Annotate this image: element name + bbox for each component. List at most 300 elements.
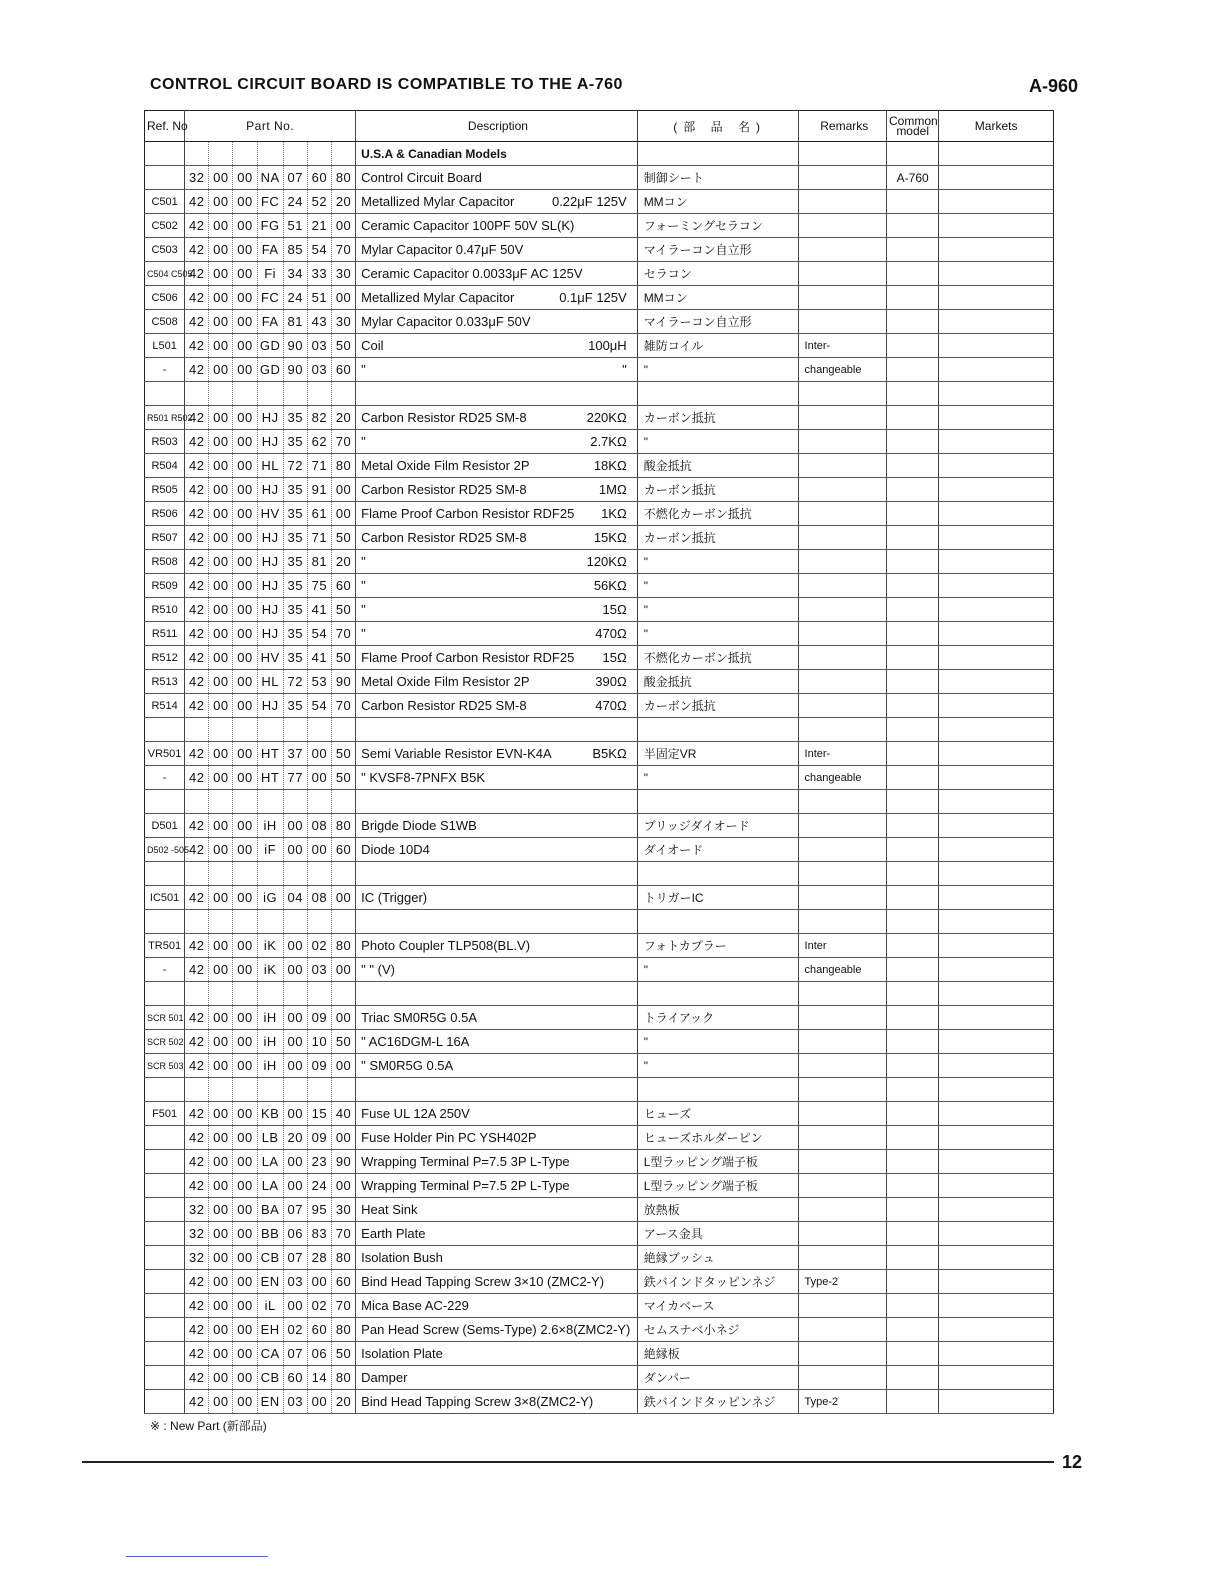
part-no-segment: HJ [257, 478, 283, 502]
jp-name-cell: カーボン抵抗 [637, 406, 798, 430]
part-no-segment: 32 [185, 166, 209, 190]
part-no-segment: 42 [185, 646, 209, 670]
part-no-segment: HJ [257, 550, 283, 574]
table-row [145, 694, 1054, 718]
markets-cell [939, 790, 1054, 814]
remarks-cell [798, 694, 886, 718]
remarks-cell [798, 310, 886, 334]
markets-cell [939, 742, 1054, 766]
table-row [145, 766, 1054, 790]
part-no-segment: 02 [307, 1294, 331, 1318]
remarks-cell [798, 598, 886, 622]
common-model-cell [887, 1174, 939, 1198]
description-cell [356, 526, 638, 550]
description-cell [356, 718, 638, 742]
part-no-segment: 00 [209, 166, 233, 190]
part-no-segment: EN [257, 1270, 283, 1294]
common-model-cell [887, 190, 939, 214]
table-row [145, 358, 1054, 382]
part-no-segment: EH [257, 1318, 283, 1342]
description-cell [356, 598, 638, 622]
description-cell [356, 1006, 638, 1030]
part-no-segment: 80 [331, 454, 355, 478]
common-model-cell [887, 934, 939, 958]
part-no-segment [331, 982, 355, 1006]
part-no-segment [233, 790, 257, 814]
value-text: 220KΩ [586, 410, 627, 425]
part-no-segment: 00 [233, 742, 257, 766]
description-text: Wrapping Terminal P=7.5 3P L-Type [361, 1154, 570, 1169]
table-row [145, 574, 1054, 598]
part-no-segment: 00 [283, 1030, 307, 1054]
ref-cell: C508 [145, 310, 185, 334]
remarks-cell [798, 862, 886, 886]
table-row [145, 1294, 1054, 1318]
description-cell [356, 1102, 638, 1126]
part-no-segment: 35 [283, 694, 307, 718]
part-no-segment: 60 [331, 1270, 355, 1294]
part-no-segment: 54 [307, 622, 331, 646]
jp-name-cell: セムスナベ小ネジ [637, 1318, 798, 1342]
blue-underline [126, 1556, 268, 1557]
table-row [145, 718, 1054, 742]
part-no-segment: 00 [233, 1318, 257, 1342]
part-no-segment: 00 [209, 1150, 233, 1174]
part-no-segment: 50 [331, 526, 355, 550]
part-no-segment: iH [257, 1006, 283, 1030]
part-no-segment: 00 [233, 574, 257, 598]
remarks-cell [798, 646, 886, 670]
part-no-segment: 00 [233, 646, 257, 670]
part-no-segment [185, 718, 209, 742]
description-text: " [361, 554, 366, 569]
part-no-segment: 50 [331, 1342, 355, 1366]
part-no-segment: 00 [233, 622, 257, 646]
ref-cell [145, 718, 185, 742]
common-model-cell [887, 310, 939, 334]
description-cell [356, 382, 638, 406]
part-no-segment: 00 [233, 1246, 257, 1270]
markets-cell [939, 262, 1054, 286]
value-text: 15Ω [602, 602, 627, 617]
description-cell [356, 1366, 638, 1390]
common-model-cell [887, 838, 939, 862]
part-no-segment: 00 [209, 190, 233, 214]
ref-cell: SCR 502 [145, 1030, 185, 1054]
table-row [145, 838, 1054, 862]
markets-cell [939, 1270, 1054, 1294]
ref-cell: VR501 [145, 742, 185, 766]
part-no-segment: 62 [307, 430, 331, 454]
table-row [145, 1174, 1054, 1198]
part-no-segment: 00 [209, 742, 233, 766]
description-text: Coil [361, 338, 384, 353]
description-text: Photo Coupler TLP508(BL.V) [361, 938, 531, 953]
jp-name-cell: " [637, 766, 798, 790]
part-no-segment: 07 [283, 1342, 307, 1366]
part-no-segment: 00 [233, 478, 257, 502]
common-model-cell [887, 1102, 939, 1126]
part-no-segment: 42 [185, 406, 209, 430]
description-cell [356, 742, 638, 766]
ref-cell: R512 [145, 646, 185, 670]
part-no-segment: 07 [283, 1198, 307, 1222]
jp-name-cell: " [637, 430, 798, 454]
table-row [145, 958, 1054, 982]
ref-cell: R507 [145, 526, 185, 550]
ref-cell: C501 [145, 190, 185, 214]
part-no-segment: 42 [185, 1318, 209, 1342]
table-row [145, 790, 1054, 814]
part-no-segment: 00 [209, 1030, 233, 1054]
part-no-segment: 00 [209, 238, 233, 262]
part-no-segment: 00 [233, 670, 257, 694]
jp-name-cell [637, 910, 798, 934]
part-no-segment: 42 [185, 742, 209, 766]
part-no-segment: 00 [233, 286, 257, 310]
table-row [145, 1318, 1054, 1342]
part-no-segment: 50 [331, 646, 355, 670]
part-no-segment [307, 910, 331, 934]
part-no-segment: 00 [283, 1054, 307, 1078]
description-cell [356, 766, 638, 790]
value-text: B5KΩ [592, 746, 627, 761]
description-cell [356, 334, 638, 358]
part-no-segment: 70 [331, 430, 355, 454]
part-no-segment [233, 862, 257, 886]
part-no-segment: 80 [331, 934, 355, 958]
part-no-segment: 00 [209, 694, 233, 718]
ref-cell: TR501 [145, 934, 185, 958]
description-cell [356, 910, 638, 934]
part-no-segment: 00 [209, 430, 233, 454]
part-no-segment: 42 [185, 886, 209, 910]
part-no-segment: 42 [185, 430, 209, 454]
part-no-segment: iL [257, 1294, 283, 1318]
part-no-segment: 35 [283, 526, 307, 550]
part-no-segment: HT [257, 766, 283, 790]
ref-cell: R505 [145, 478, 185, 502]
part-no-segment [331, 790, 355, 814]
part-no-segment: 81 [307, 550, 331, 574]
common-model-cell [887, 1342, 939, 1366]
part-no-segment: 00 [233, 1054, 257, 1078]
part-no-segment: 54 [307, 238, 331, 262]
part-no-segment: 00 [331, 502, 355, 526]
part-no-segment: 70 [331, 1222, 355, 1246]
jp-name-cell: トリガーIC [637, 886, 798, 910]
jp-name-cell: ダンパー [637, 1366, 798, 1390]
part-no-segment: 85 [283, 238, 307, 262]
description-cell [356, 358, 638, 382]
markets-cell [939, 814, 1054, 838]
jp-name-cell: " [637, 598, 798, 622]
part-no-segment: FG [257, 214, 283, 238]
part-no-segment: 42 [185, 670, 209, 694]
part-no-segment: 00 [233, 838, 257, 862]
part-no-segment: 40 [331, 1102, 355, 1126]
table-row [145, 1078, 1054, 1102]
common-model-cell [887, 982, 939, 1006]
part-no-segment [307, 382, 331, 406]
ref-cell: SCR 501 [145, 1006, 185, 1030]
ref-cell [145, 862, 185, 886]
table-row [145, 382, 1054, 406]
remarks-cell [798, 838, 886, 862]
part-no-segment: 60 [283, 1366, 307, 1390]
part-no-segment: 42 [185, 454, 209, 478]
part-no-segment: 00 [209, 670, 233, 694]
markets-cell [939, 430, 1054, 454]
table-row [145, 286, 1054, 310]
part-no-segment: 00 [331, 886, 355, 910]
part-no-segment [307, 790, 331, 814]
part-no-segment: GD [257, 334, 283, 358]
part-no-segment: HV [257, 502, 283, 526]
table-row [145, 238, 1054, 262]
part-no-segment: 35 [283, 406, 307, 430]
part-no-segment: 00 [233, 550, 257, 574]
part-no-segment: 90 [283, 334, 307, 358]
ref-cell: R511 [145, 622, 185, 646]
part-no-segment: 00 [209, 478, 233, 502]
table-row [145, 622, 1054, 646]
ref-cell: - [145, 766, 185, 790]
ref-cell: D501 [145, 814, 185, 838]
col-common-model: Common model [887, 111, 939, 142]
remarks-cell [798, 502, 886, 526]
part-no-segment [331, 718, 355, 742]
description-cell [356, 1174, 638, 1198]
markets-cell [939, 598, 1054, 622]
part-no-segment [209, 1078, 233, 1102]
markets-cell [939, 694, 1054, 718]
part-no-segment: 00 [209, 646, 233, 670]
part-no-segment: 00 [233, 1006, 257, 1030]
part-no-segment: 00 [331, 958, 355, 982]
description-cell [356, 1342, 638, 1366]
table-row [145, 814, 1054, 838]
table-row [145, 1102, 1054, 1126]
part-no-segment [283, 982, 307, 1006]
part-no-segment: 30 [331, 262, 355, 286]
section-title: U.S.A & Canadian Models [356, 142, 638, 166]
remarks-cell [798, 454, 886, 478]
part-no-segment [185, 982, 209, 1006]
markets-cell [939, 982, 1054, 1006]
part-no-segment: 00 [209, 1174, 233, 1198]
part-no-segment: 42 [185, 1270, 209, 1294]
description-text: " AC16DGM-L 16A [361, 1034, 470, 1049]
value-text: 390Ω [595, 674, 627, 689]
part-no-segment [257, 910, 283, 934]
part-no-segment: 03 [283, 1390, 307, 1414]
markets-cell [939, 526, 1054, 550]
description-cell [356, 1294, 638, 1318]
part-no-segment: 00 [233, 454, 257, 478]
common-model-cell [887, 526, 939, 550]
part-no-segment: 00 [331, 1126, 355, 1150]
ref-cell: R501 R502 [145, 406, 185, 430]
common-model-cell [887, 382, 939, 406]
jp-name-cell: 不燃化カーボン抵抗 [637, 646, 798, 670]
part-no-segment: 42 [185, 502, 209, 526]
remarks-cell [798, 286, 886, 310]
part-no-segment: 00 [307, 838, 331, 862]
part-no-segment: 43 [307, 310, 331, 334]
description-cell [356, 1150, 638, 1174]
part-no-segment: 51 [307, 286, 331, 310]
description-text: Mica Base AC-229 [361, 1298, 469, 1313]
part-no-segment: 60 [331, 838, 355, 862]
common-model-cell [887, 238, 939, 262]
remarks-cell [798, 1054, 886, 1078]
part-no-segment: 00 [233, 694, 257, 718]
part-no-segment [185, 790, 209, 814]
part-no-segment: 42 [185, 1006, 209, 1030]
description-text: Earth Plate [361, 1226, 426, 1241]
description-text: Isolation Bush [361, 1250, 443, 1265]
page-title: CONTROL CIRCUIT BOARD IS COMPATIBLE TO THE A-760 [150, 76, 623, 93]
markets-cell [939, 670, 1054, 694]
part-no-segment: iH [257, 1030, 283, 1054]
part-no-segment: 80 [331, 166, 355, 190]
part-no-segment: 00 [209, 1246, 233, 1270]
part-no-segment [331, 382, 355, 406]
parts-table [144, 110, 1054, 1414]
part-no-segment: 32 [185, 1246, 209, 1270]
description-text: Carbon Resistor RD25 SM-8 [361, 698, 527, 713]
part-no-segment: 83 [307, 1222, 331, 1246]
table-row [145, 598, 1054, 622]
part-no-segment: 35 [283, 622, 307, 646]
jp-name-cell [637, 382, 798, 406]
part-no-segment: 42 [185, 238, 209, 262]
common-model-cell [887, 1150, 939, 1174]
part-no-segment: HJ [257, 430, 283, 454]
part-no-segment: 80 [331, 1318, 355, 1342]
part-no-segment: HL [257, 454, 283, 478]
part-no-segment: 23 [307, 1150, 331, 1174]
markets-cell [939, 1078, 1054, 1102]
table-row [145, 982, 1054, 1006]
part-no-segment [209, 862, 233, 886]
part-no-segment [257, 382, 283, 406]
part-no-segment: 34 [283, 262, 307, 286]
part-no-segment: 00 [209, 1342, 233, 1366]
part-no-segment: 00 [233, 214, 257, 238]
ref-cell [145, 382, 185, 406]
part-no-segment: 00 [233, 166, 257, 190]
common-model-cell [887, 1198, 939, 1222]
description-text: Damper [361, 1370, 408, 1385]
jp-name-cell: マイラーコン自立形 [637, 238, 798, 262]
part-no-segment: 08 [307, 814, 331, 838]
common-model-cell [887, 1366, 939, 1390]
jp-name-cell: セラコン [637, 262, 798, 286]
remarks-cell [798, 190, 886, 214]
part-no-segment [209, 382, 233, 406]
remarks-cell [798, 550, 886, 574]
col-part-no: Part No. [185, 111, 356, 142]
part-no-segment: 35 [283, 502, 307, 526]
part-no-segment: 35 [283, 478, 307, 502]
part-no-segment: 09 [307, 1006, 331, 1030]
markets-cell [939, 1318, 1054, 1342]
description-text: Metal Oxide Film Resistor 2P [361, 458, 530, 473]
part-no-segment: 35 [283, 646, 307, 670]
ref-cell: C502 [145, 214, 185, 238]
part-no-segment: 20 [331, 406, 355, 430]
description-cell [356, 310, 638, 334]
remarks-cell [798, 718, 886, 742]
remarks-cell [798, 1246, 886, 1270]
description-text: " [361, 578, 366, 593]
value-text: 15KΩ [593, 530, 627, 545]
description-text: " KVSF8-7PNFX B5K [361, 770, 485, 785]
part-no-segment: 00 [331, 478, 355, 502]
part-no-segment: 42 [185, 310, 209, 334]
jp-name-cell: フォーミングセラコン [637, 214, 798, 238]
part-no-segment: 60 [331, 574, 355, 598]
part-no-segment: 00 [209, 310, 233, 334]
part-no-segment: 09 [307, 1054, 331, 1078]
description-cell [356, 454, 638, 478]
part-no-segment: 03 [307, 358, 331, 382]
common-model-cell: A-760 [887, 166, 939, 190]
ref-cell [145, 1246, 185, 1270]
jp-name-cell: 絶縁板 [637, 1342, 798, 1366]
jp-name-cell: " [637, 622, 798, 646]
table-row [145, 646, 1054, 670]
part-no-segment: 00 [331, 1054, 355, 1078]
part-no-segment: 42 [185, 934, 209, 958]
table-row [145, 1126, 1054, 1150]
table-row [145, 1390, 1054, 1414]
part-no-segment: 00 [331, 1006, 355, 1030]
table-row [145, 478, 1054, 502]
value-text: 0.22μF 125V [551, 194, 627, 209]
part-no-segment: 00 [233, 1390, 257, 1414]
part-no-segment: 42 [185, 766, 209, 790]
jp-name-cell: カーボン抵抗 [637, 694, 798, 718]
value-text: 18KΩ [593, 458, 627, 473]
common-model-cell [887, 1006, 939, 1030]
part-no-segment: 42 [185, 526, 209, 550]
table-row [145, 1270, 1054, 1294]
jp-name-cell [637, 1078, 798, 1102]
jp-name-cell [637, 982, 798, 1006]
common-model-cell [887, 1030, 939, 1054]
jp-name-cell: 制御シート [637, 166, 798, 190]
description-text: Brigde Diode S1WB [361, 818, 477, 833]
remarks-cell: changeable [798, 766, 886, 790]
markets-cell [939, 910, 1054, 934]
jp-name-cell [637, 718, 798, 742]
description-cell [356, 1270, 638, 1294]
part-no-segment: Fi [257, 262, 283, 286]
jp-name-cell: 酸金抵抗 [637, 670, 798, 694]
part-no-segment: 00 [209, 814, 233, 838]
remarks-cell [798, 526, 886, 550]
part-no-segment [257, 790, 283, 814]
markets-cell [939, 334, 1054, 358]
remarks-cell [798, 214, 886, 238]
description-text: Fuse Holder Pin PC YSH402P [361, 1130, 537, 1145]
part-no-segment [233, 718, 257, 742]
part-no-segment: 42 [185, 550, 209, 574]
description-text: Triac SM0R5G 0.5A [361, 1010, 478, 1025]
